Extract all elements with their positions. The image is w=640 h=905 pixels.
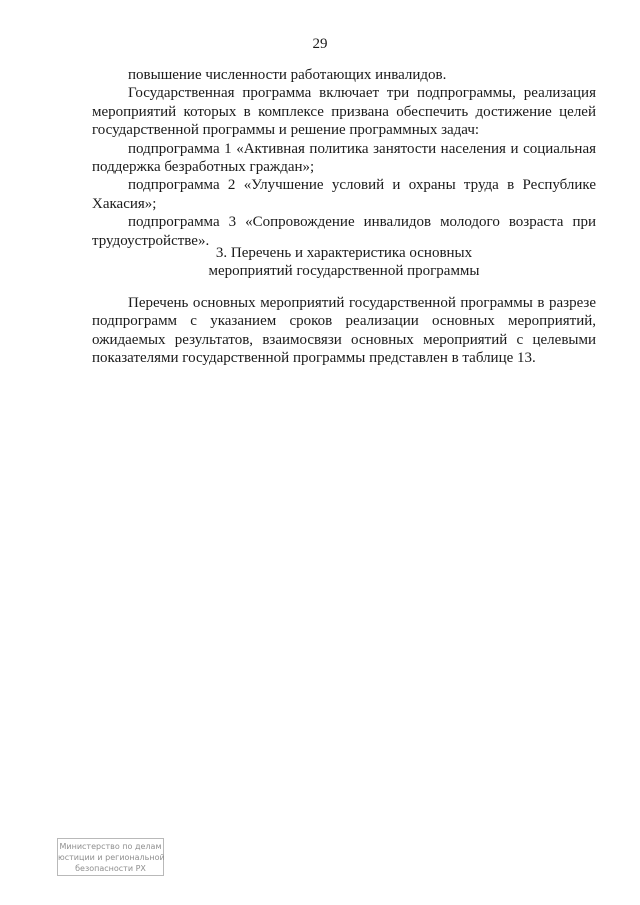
body-text-top (92, 66, 596, 250)
registration-stamp (57, 838, 164, 876)
paragraph: Государственная программа включает три подпрограммы, реализация мероприятий которых в комплексе призвана обеспечить достижение целей государственной программы и решение программных задач: (92, 85, 596, 139)
section-heading (92, 244, 596, 281)
body-text-bottom (92, 294, 596, 368)
stamp-line: Министерство по делам (59, 842, 162, 851)
paragraph: подпрограмма 3 «Сопровождение инвалидов молодого возраста при трудоустройстве». (92, 214, 596, 249)
section-heading-line: 3. Перечень и характеристика основных (215, 245, 473, 261)
stamp-line: юстиции и региональной (58, 853, 165, 862)
stamp-line: безопасности РХ (75, 864, 146, 873)
paragraph: повышение численности работающих инвалидов. (128, 67, 447, 83)
paragraph: Перечень основных мероприятий государственной программы в разрезе подпрограмм с указанием сроков реализации основных мероприятий, ожидаемых результатов, взаимосвязи основных мероприятий с целевыми показателями государственной программы представлен в таблице 13. (92, 295, 596, 367)
page-number: 29 (312, 36, 328, 52)
section-heading-line: мероприятий государственной программы (208, 263, 480, 280)
paragraph: подпрограмма 2 «Улучшение условий и охраны труда в Республике Хакасия»; (92, 177, 596, 212)
paragraph: подпрограмма 1 «Активная политика занятости населения и социальная поддержка безработных граждан»; (92, 140, 596, 176)
